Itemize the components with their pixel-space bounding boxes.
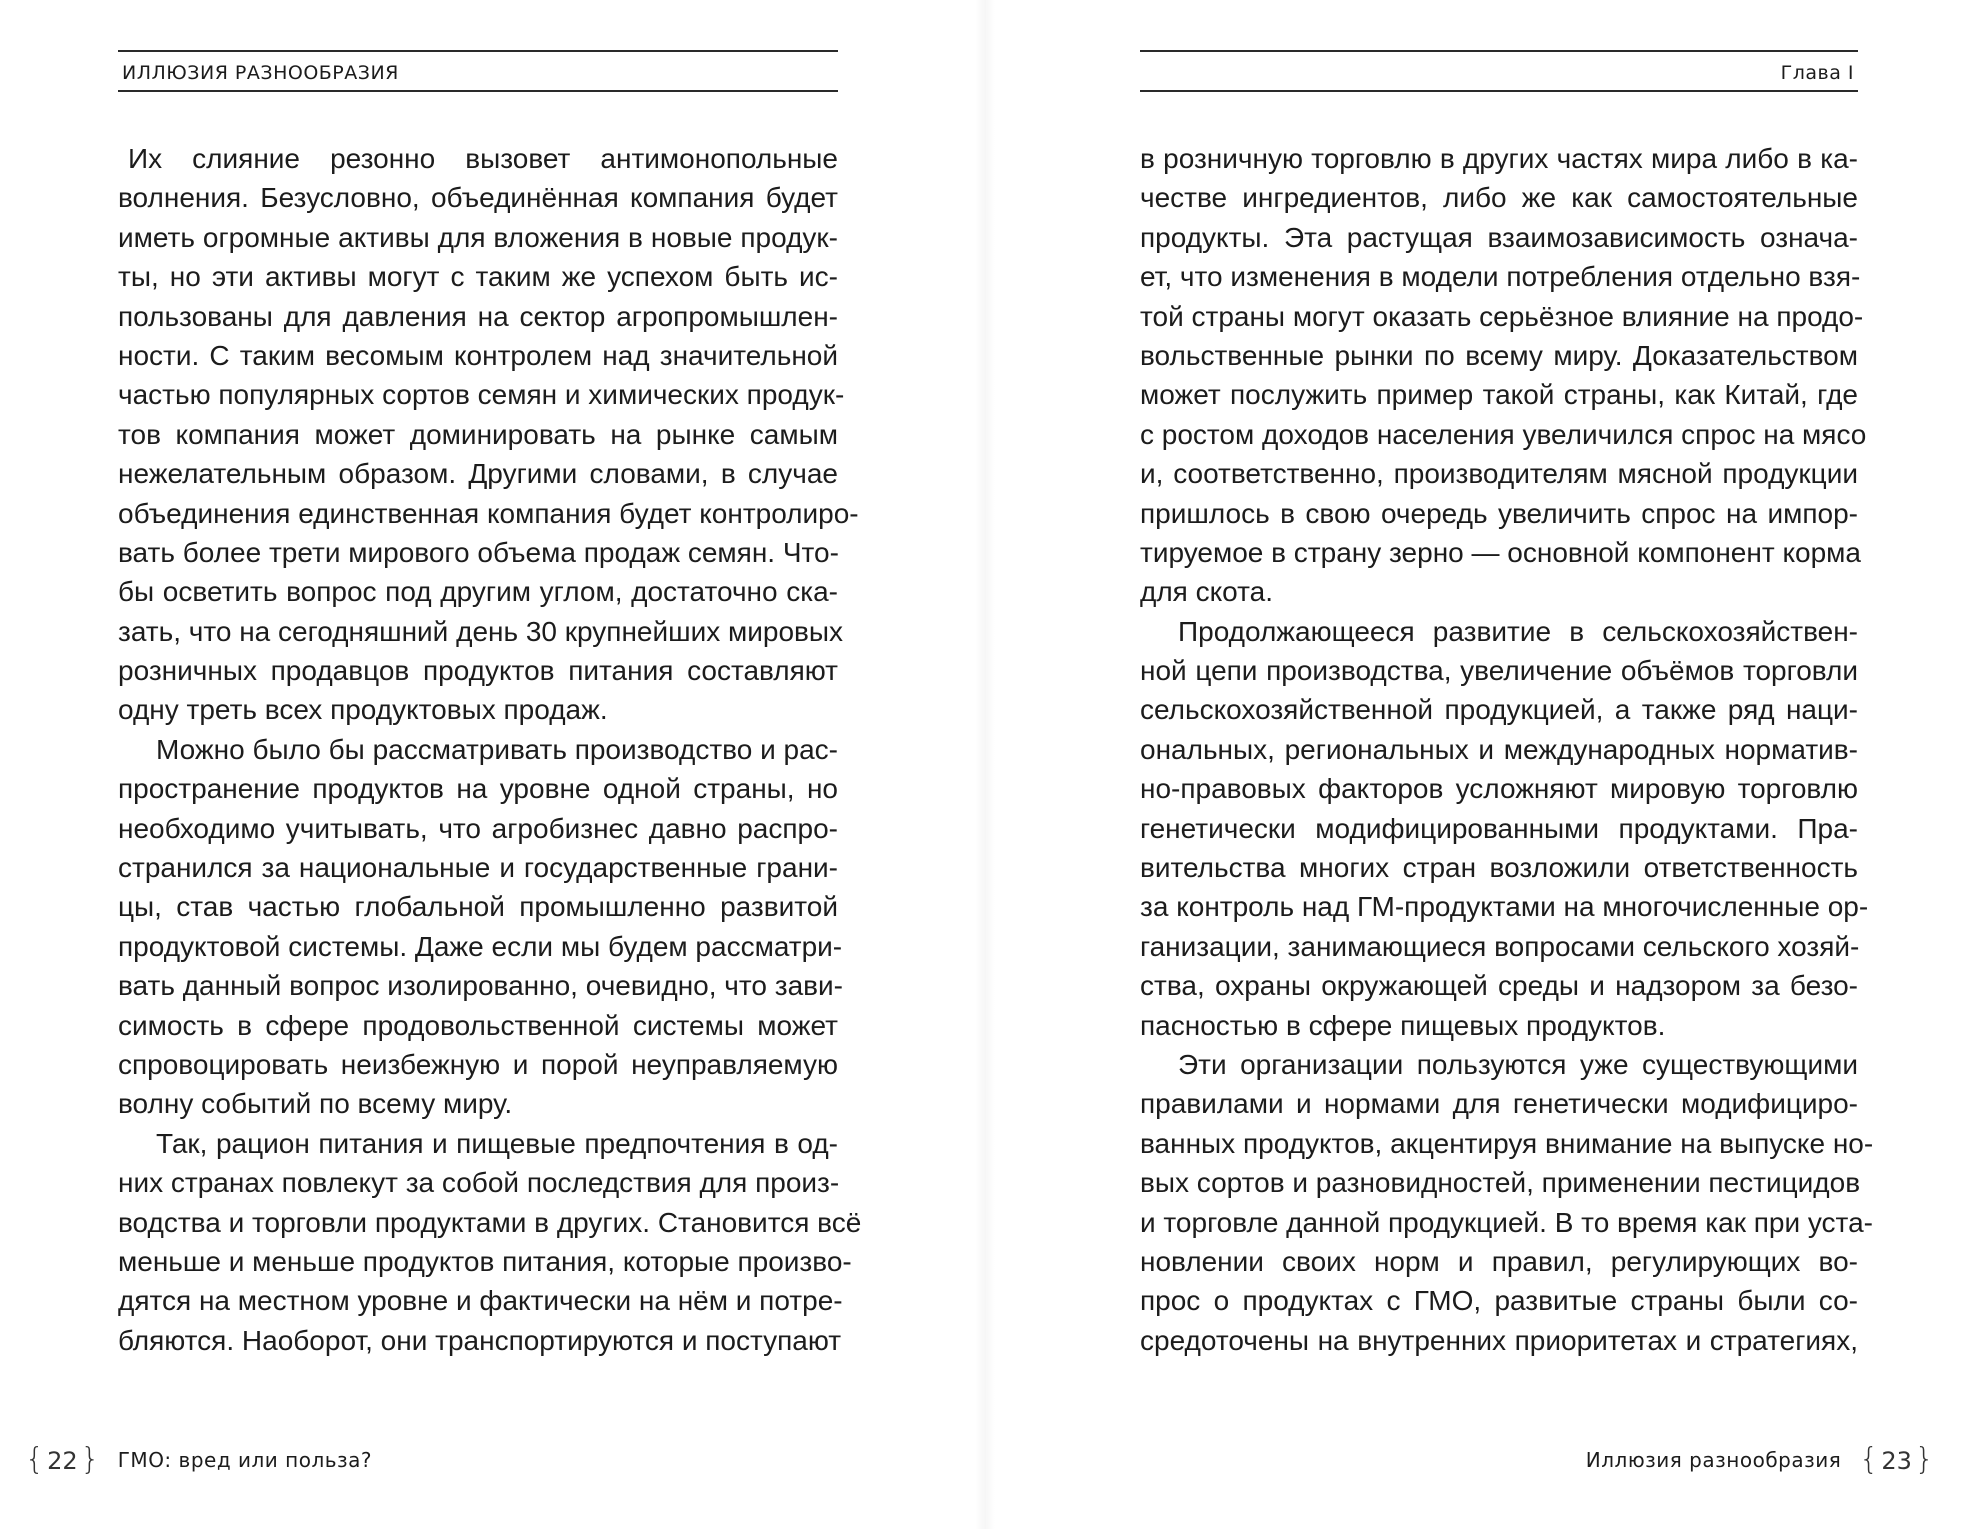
text-line: пришлось в свою очередь увеличить спрос на импор- (1140, 497, 1858, 529)
left-brace: { (25, 1442, 45, 1477)
text-line: ной цепи производства, увеличение объёмов торговли (1140, 655, 1858, 687)
chapter-title: Глава I (1780, 62, 1854, 84)
text-line: водства и торговли продуктами в других. Становится всё (118, 1206, 862, 1238)
book-gutter (975, 0, 995, 1529)
text-line: иметь огромные активы для вложения в новые продук- (118, 221, 838, 253)
text-line: с ростом доходов населения увеличился спрос на мясо (1140, 418, 1867, 450)
text-line: объединения единственная компания будет контролиро- (118, 497, 859, 529)
text-line: генетически модифицированными продуктами. Пра- (1140, 812, 1858, 844)
text-line: той страны могут оказать серьёзное влияние на продо- (1140, 300, 1864, 332)
running-head (1140, 50, 1858, 92)
page-number: 22 (47, 1447, 78, 1475)
text-line: вать данный вопрос изолированно, очевидно, что зави- (118, 970, 844, 1002)
text-line: нежелательным образом. Другими словами, в случае (118, 458, 838, 490)
left-brace: { (1859, 1442, 1879, 1477)
text-line: правилами и нормами для генетически модифициро- (1140, 1088, 1858, 1120)
text-line: вать более трети мирового объема продаж семян. Что- (118, 536, 839, 568)
text-line: волнения. Безусловно, объединённая компания будет (118, 182, 838, 214)
body-text (1140, 139, 1874, 1360)
right-brace: } (80, 1442, 100, 1477)
text-line: пространение продуктов на уровне одной страны, но (118, 773, 838, 805)
text-line: честве ингредиентов, либо же как самостоятельные (1140, 182, 1858, 214)
running-head-title: ИЛЛЮЗИЯ РАЗНООБРАЗИЯ (122, 62, 399, 84)
body-text (118, 139, 862, 1360)
text-line: дятся на местном уровне и фактически на нём и потре- (118, 1285, 843, 1317)
text-line: волну событий по всему миру. (118, 1088, 513, 1120)
right-page (985, 0, 1970, 1529)
text-line: симость в сфере продовольственной системы может (118, 1009, 838, 1041)
page-number: 23 (1881, 1447, 1912, 1475)
text-line: ет, что изменения в модели потребления отдельно взя- (1140, 261, 1861, 293)
text-line: ганизации, занимающиеся вопросами сельского хозяй- (1140, 930, 1860, 962)
text-line: ты, но эти активы могут с таким же успехом быть ис- (118, 261, 838, 293)
text-line: розничных продавцов продуктов питания составляют (118, 655, 838, 687)
text-line: цы, став частью глобальной промышленно развитой (118, 891, 838, 923)
text-line: странился за национальные и государственные грани- (118, 852, 838, 884)
section-title: Иллюзия разнообразия (1585, 1448, 1842, 1472)
text-line: одну треть всех продуктовых продаж. (118, 694, 608, 726)
text-line: Можно было бы рассматривать производство и рас- (156, 733, 838, 765)
text-line: зать, что на сегодняшний день 30 крупнейших мировых (118, 615, 844, 647)
text-line: Так, рацион питания и пищевые предпочтения в од- (156, 1127, 838, 1159)
text-line: и торговле данной продукцией. В то время как при уста- (1140, 1206, 1873, 1238)
text-line: вольственные рынки по всему миру. Доказательством (1140, 339, 1858, 371)
text-line: сельскохозяйственной продукцией, а также ряд наци- (1140, 694, 1858, 726)
text-line: вительства многих стран возложили ответственность (1140, 852, 1858, 884)
text-line: ванных продуктов, акцентируя внимание на выпуске но- (1140, 1127, 1874, 1159)
text-line: новлении своих норм и правил, регулирующих во- (1140, 1245, 1858, 1277)
right-brace: } (1914, 1442, 1934, 1477)
running-head (118, 50, 838, 92)
page-footer (1586, 1440, 1934, 1480)
text-line: ности. С таким весомым контролем над значительной (118, 339, 838, 371)
text-line: меньше и меньше продуктов питания, которые произво- (118, 1245, 852, 1277)
text-line: продукты. Эта растущая взаимозависимость означа- (1140, 221, 1858, 253)
text-line: тов компания может доминировать на рынке самым (118, 418, 838, 450)
text-line: и, соответственно, производителям мясной продукции (1140, 458, 1858, 490)
text-line: может послужить пример такой страны, как Китай, где (1140, 379, 1858, 411)
text-line: средоточены на внутренних приоритетах и стратегиях, (1140, 1324, 1858, 1356)
text-line: для скота. (1140, 576, 1273, 608)
text-line: спровоцировать неизбежную и порой неуправляемую (118, 1048, 838, 1080)
text-line: за контроль над ГМ-продуктами на многочисленные ор- (1140, 891, 1869, 923)
text-line: необходимо учитывать, что агробизнес давно распро- (118, 812, 838, 844)
text-line: ональных, региональных и международных норматив- (1140, 733, 1858, 765)
text-line: пользованы для давления на сектор агропромышлен- (118, 300, 838, 332)
book-title: ГМО: вред или польза? (117, 1448, 373, 1472)
text-line: бы осветить вопрос под другим углом, достаточно ска- (118, 576, 838, 608)
text-line: бляются. Наоборот, они транспортируются и поступают (118, 1324, 842, 1356)
text-line: тируемое в страну зерно — основной компонент корма (1140, 536, 1861, 568)
text-line: ства, охраны окружающей среды и надзором за безо- (1140, 970, 1858, 1002)
text-line: но-правовых факторов усложняют мировую торговлю (1140, 773, 1858, 805)
text-line: Эти организации пользуются уже существующими (1178, 1048, 1858, 1080)
text-line: Их слияние резонно вызовет антимонопольные (128, 143, 838, 174)
text-line: продуктовой системы. Даже если мы будем рассматри- (118, 930, 843, 962)
text-line: пасностью в сфере пищевых продуктов. (1140, 1009, 1666, 1041)
page-footer (25, 1440, 372, 1480)
text-line: вых сортов и разновидностей, применении пестицидов (1140, 1167, 1861, 1199)
text-line: прос о продуктах с ГМО, развитые страны были со- (1140, 1285, 1858, 1317)
text-line: в розничную торговлю в других частях мира либо в ка- (1140, 143, 1858, 174)
text-line: частью популярных сортов семян и химических продук- (118, 379, 845, 411)
text-line: Продолжающееся развитие в сельскохозяйствен- (1178, 615, 1858, 647)
text-line: них странах повлекут за собой последствия для произ- (118, 1167, 840, 1199)
